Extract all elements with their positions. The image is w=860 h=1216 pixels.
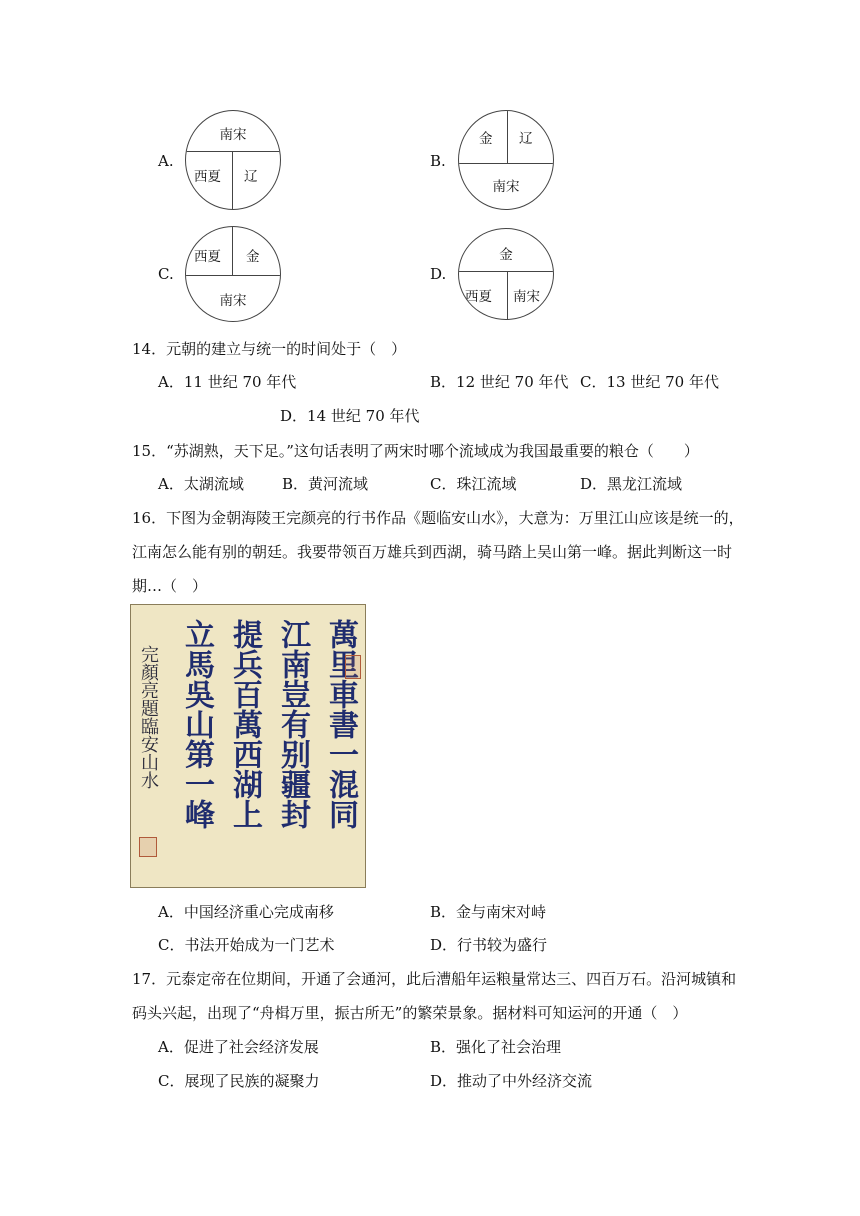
region-label: 西夏 — [465, 289, 492, 305]
region-label: 金 — [479, 131, 493, 147]
option-a-map — [185, 110, 281, 210]
question-16-option-d: D．行书较为盛行 — [430, 936, 548, 954]
question-17-option-c: C．展现了民族的凝聚力 — [158, 1072, 320, 1090]
divider — [507, 271, 508, 319]
question-16-stem-line3: 期…（ ） — [132, 577, 208, 595]
region-label: 西夏 — [194, 249, 221, 265]
divider — [459, 271, 553, 272]
question-17-stem-line2: 码头兴起，出现了“舟楫万里，振古所无”的繁荣景象。据材料可知运河的开通（ ） — [132, 1004, 688, 1022]
region-label: 辽 — [244, 169, 258, 185]
question-14-stem: 14．元朝的建立与统一的时间处于（ ） — [132, 340, 407, 358]
question-17-option-d: D．推动了中外经济交流 — [430, 1072, 593, 1090]
question-17-option-b: B．强化了社会治理 — [430, 1038, 562, 1056]
calligraphy-column: 提兵百萬西湖上 — [227, 619, 262, 829]
divider — [186, 275, 280, 276]
question-14-option-c: C．13 世纪 70 年代 — [580, 373, 719, 391]
divider — [232, 151, 233, 209]
question-16-option-c: C．书法开始成为一门艺术 — [158, 936, 335, 954]
region-label: 辽 — [519, 131, 533, 147]
region-label: 南宋 — [219, 127, 247, 143]
seal-stamp — [139, 837, 157, 857]
question-15-option-c: C．珠江流域 — [430, 475, 517, 493]
divider — [232, 227, 233, 275]
question-17-stem-line1: 17．元泰定帝在位期间，开通了会通河，此后漕船年运粮量常达三、四百万石。沿河城镇和 — [132, 970, 737, 988]
calligraphy-column: 江南豈有别疆封 — [275, 619, 310, 829]
option-d-letter: D. — [430, 265, 447, 283]
calligraphy-image — [130, 604, 366, 888]
question-17-option-a: A．促进了社会经济发展 — [158, 1038, 319, 1056]
divider — [507, 111, 508, 163]
question-15-option-a: A．太湖流域 — [158, 475, 244, 493]
question-16-stem-line2: 江南怎么能有别的朝廷。我要带领百万雄兵到西湖，骑马踏上吴山第一峰。据此判断这一时 — [132, 543, 733, 561]
question-16-option-b: B．金与南宋对峙 — [430, 903, 547, 921]
option-c-letter: C. — [158, 265, 174, 283]
option-d-map — [458, 228, 554, 320]
question-16-stem-line1: 16．下图为金朝海陵王完颜亮的行书作品《题临安山水》，大意为：万里江山应该是统一的， — [132, 509, 744, 527]
region-label: 金 — [499, 247, 513, 263]
region-label: 南宋 — [492, 179, 520, 195]
region-label: 金 — [246, 249, 260, 265]
region-label: 西夏 — [194, 169, 221, 185]
calligraphy-column: 萬里車書一混同 — [323, 619, 358, 829]
option-c-map — [185, 226, 281, 322]
region-label: 南宋 — [219, 293, 247, 309]
question-14-option-a: A．11 世纪 70 年代 — [158, 373, 297, 391]
question-14-option-d: D．14 世纪 70 年代 — [280, 407, 420, 425]
question-14-option-b: B．12 世纪 70 年代 — [430, 373, 569, 391]
seal-stamp — [345, 655, 361, 679]
option-b-letter: B. — [430, 152, 446, 170]
option-b-map — [458, 110, 554, 210]
question-15-option-b: B．黄河流域 — [282, 475, 369, 493]
divider — [459, 163, 553, 164]
question-15-option-d: D．黑龙江流域 — [580, 475, 683, 493]
question-16-option-a: A．中国经济重心完成南移 — [158, 903, 334, 921]
calligraphy-column: 立馬吳山第一峰 — [179, 619, 214, 829]
question-15-stem: 15．“苏湖熟，天下足。”这句话表明了两宋时哪个流域成为我国最重要的粮仓（ ） — [132, 442, 699, 460]
calligraphy-signature: 完顏亮題臨安山水 — [138, 645, 159, 789]
region-label: 南宋 — [513, 289, 540, 305]
option-a-letter: A. — [158, 152, 174, 170]
